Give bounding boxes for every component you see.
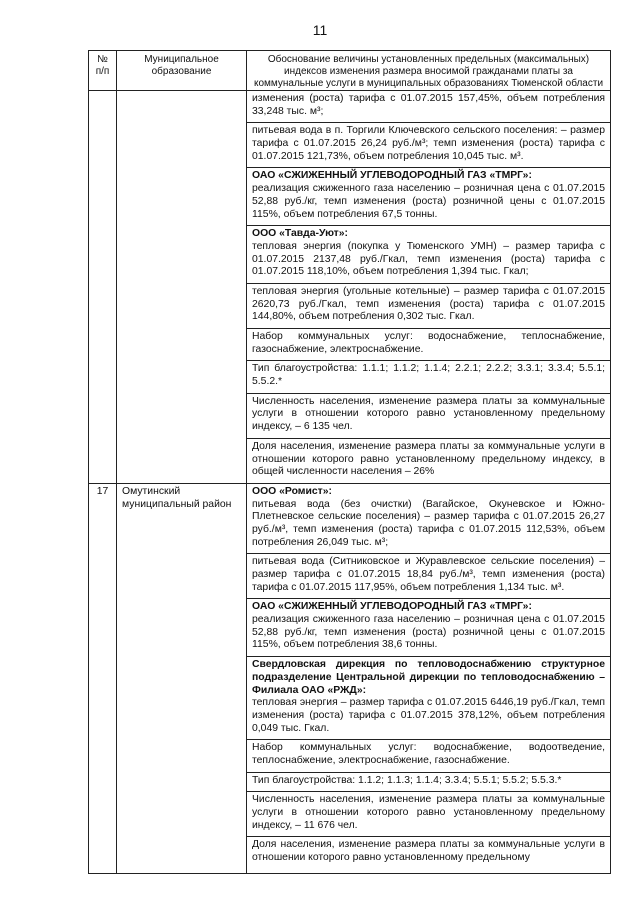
cell-municipality-empty [117, 91, 247, 484]
provider-text: тепловая энергия (покупка у Тюменского УМН) – размер тарифа с 01.07.2015 2137,48 руб./Гкал, темп изменения (роста) тарифа с 01.07.2015 118,10%, объем потребления 1,394 тыс. Гкал; [252, 240, 605, 278]
cell-description-continued [247, 91, 611, 484]
cell-municipality: Омутинский муниципальный район [117, 483, 247, 874]
improvement-types-text: Тип благоустройства: 1.1.1; 1.1.2; 1.1.4; 2.2.1; 2.2.2; 3.3.1; 3.3.4; 5.5.1; 5.5.2.* [247, 361, 610, 393]
tariff-table [88, 50, 611, 874]
population-share-text: Доля населения, изменение размера платы за коммунальные услуги в отношении которого равно установленному предельному индексу, в общей численности населения – 26% [252, 440, 605, 478]
provider-title: Свердловская дирекция по тепловодоснабжению структурное подразделение Центральной дирекции по тепловодоснабжению – Филиала ОАО «РЖД»: [252, 659, 605, 696]
provider-block [247, 657, 610, 740]
services-text: Набор коммунальных услуг: водоснабжение, теплоснабжение, газоснабжение, электроснабжение. [247, 329, 610, 361]
provider-text: реализация сжиженного газа населению – розничная цена с 01.07.2015 52,88 руб./кг, темп изменения (роста) розничной цены с 01.07.2015 115%, объем потребления 38,6 тонны. [252, 614, 605, 651]
header-num: № п/п [89, 51, 117, 91]
text-block: тепловая энергия (угольные котельные) – размер тарифа с 01.07.2015 2620,73 руб./Гкал, темп изменения (роста) тарифа с 01.07.2015 144,80%, объем потребления 0,302 тыс. Гкал. [247, 284, 610, 329]
provider-block [247, 599, 610, 657]
provider-block [247, 226, 610, 284]
header-municipality: Муниципальное образование [117, 51, 247, 91]
provider-block [247, 484, 610, 554]
population-share-content: Доля населения, изменение размера платы за коммунальные услуги в отношении которого равно установленному предельному [252, 839, 605, 864]
cell-num-empty [89, 91, 117, 484]
table-row-17 [89, 483, 611, 874]
provider-title: ОАО «СЖИЖЕННЫЙ УГЛЕВОДОРОДНЫЙ ГАЗ «ТМРГ»: [252, 170, 532, 182]
provider-title: ОАО «СЖИЖЕННЫЙ УГЛЕВОДОРОДНЫЙ ГАЗ «ТМРГ»: [252, 601, 532, 613]
services-text: Набор коммунальных услуг: водоснабжение, водоотведение, теплоснабжение, электроснабжение, газоснабжение. [247, 740, 610, 772]
provider-text: реализация сжиженного газа населению – розничная цена с 01.07.2015 52,88 руб./кг, темп изменения (роста) розничной цены с 01.07.2015 115%, объем потребления 67,5 тонны. [252, 183, 605, 220]
provider-block [247, 168, 610, 226]
population-text: Численность населения, изменение размера платы за коммунальные услуги в отношении которого равно установленному предельному индексу, – 11 676 чел. [247, 792, 610, 837]
population-share-text [247, 837, 610, 873]
provider-text: тепловая энергия – размер тарифа с 01.07.2015 6446,19 руб./Гкал, темп изменения (роста) тарифа с 01.07.2015 378,12%, объем потребления 0,049 тыс. Гкал. [252, 697, 605, 734]
provider-title: ООО «Тавда-Уют»: [252, 228, 349, 240]
provider-text: питьевая вода (без очистки) (Вагайское, Окуневское и Южно-Плетневское сельские поселения) – размер тарифа с 01.07.2015 26,27 руб./м³, темп изменения (роста) тарифа с 01.07.2015 112,53%, объем потребления 26,049 тыс. м³; [252, 498, 605, 548]
text-block: питьевая вода в п. Торгили Ключевского сельского поселения: – размер тарифа с 01.07.2015 26,24 руб./м³; темп изменения (роста) тарифа с 01.07.2015 121,73%, объем потребления 10,045 тыс. м³. [247, 123, 610, 168]
text-block: изменения (роста) тарифа с 01.07.2015 157,45%, объем потребления 33,248 тыс. м³; [247, 91, 610, 123]
population-text: Численность населения, изменение размера платы за коммунальные услуги в отношении которого равно установленному предельному индексу, – 6 135 чел. [247, 394, 610, 439]
improvement-types-text: Тип благоустройства: 1.1.2; 1.1.3; 1.1.4; 3.3.4; 5.5.1; 5.5.2; 5.5.3.* [247, 773, 610, 793]
cell-description [247, 483, 611, 874]
text-block: питьевая вода (Ситниковское и Журавлевское сельские поселения) – размер тарифа с 01.07.2015 18,84 руб./м³, темп изменения (роста) тарифа с 01.07.2015 117,95%, объем потребления 1,134 тыс. м³. [247, 554, 610, 599]
table-header-row [89, 51, 611, 91]
provider-title: ООО «Ромист»: [252, 485, 332, 497]
page-number: 11 [312, 22, 328, 38]
table-row-continued [89, 91, 611, 484]
header-description: Обоснование величины установленных предельных (максимальных) индексов изменения размера вносимой гражданами платы за коммунальные услуги в муниципальных образованиях Тюменской области [247, 51, 611, 91]
cell-row-number: 17 [89, 483, 117, 874]
